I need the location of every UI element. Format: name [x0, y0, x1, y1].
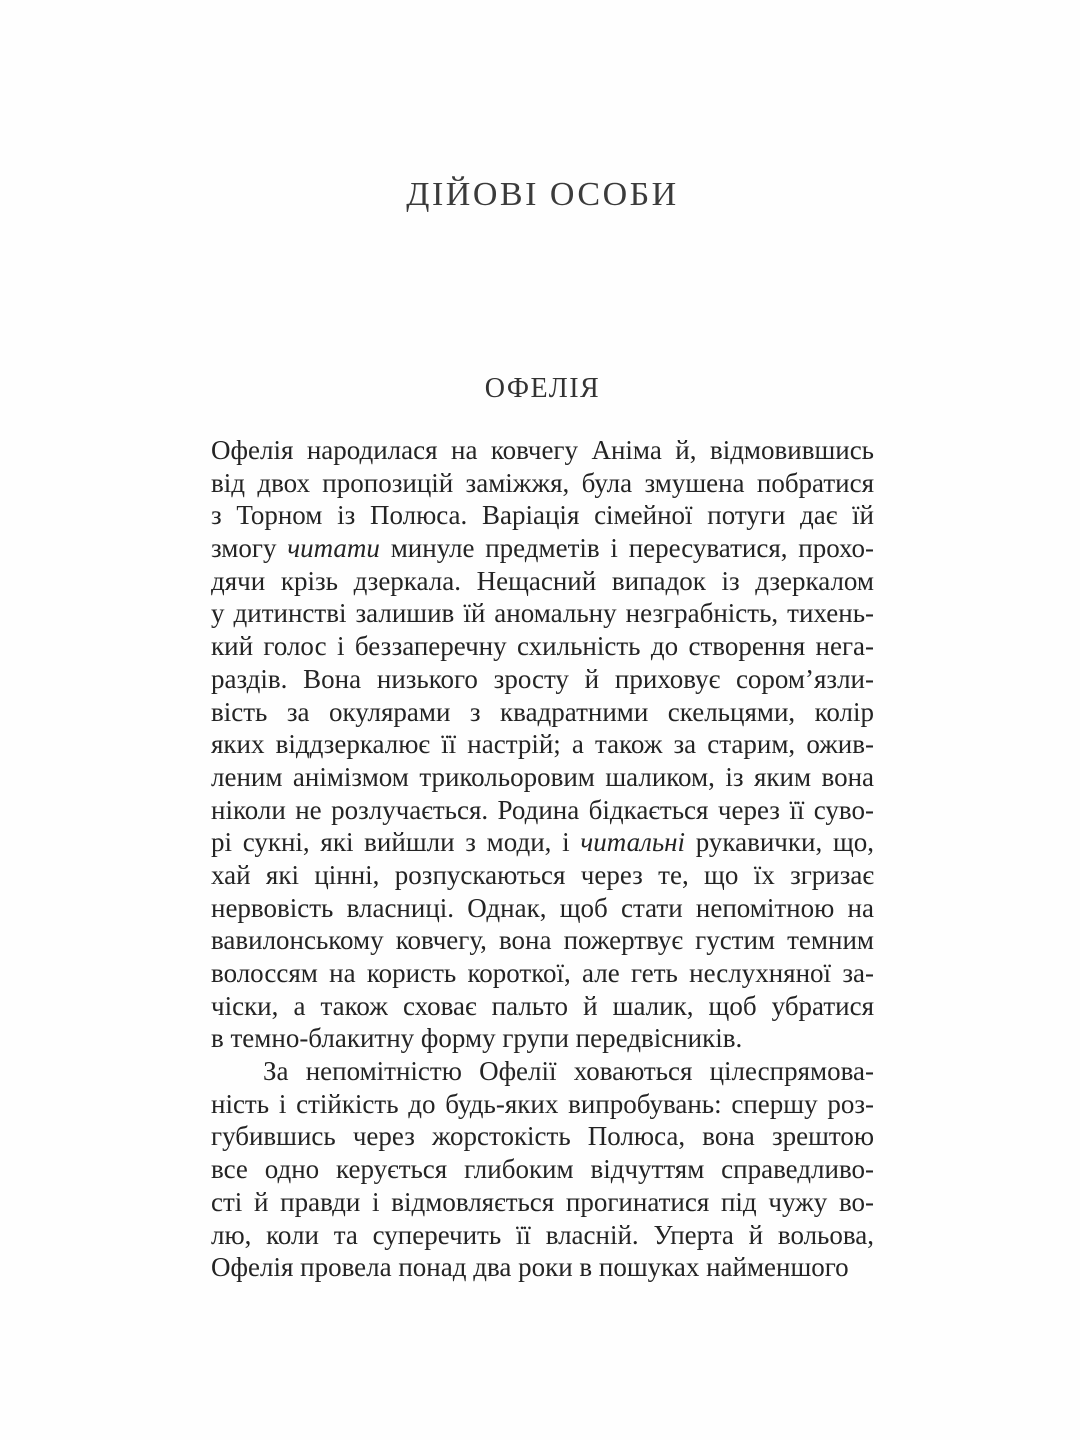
text-run: у дитинстві залишив їй аномальну незграбність, тихень-	[211, 598, 874, 629]
text-run: кий голос і беззаперечну схильність до створення нега-	[211, 631, 874, 662]
text-run: минуле предметів і пересуватися, прохо-	[379, 533, 874, 564]
text-run: волоссям на користь короткої, але геть неслухняної за-	[211, 958, 874, 988]
text-line	[211, 990, 874, 1023]
text-line	[211, 597, 874, 630]
text-run: в темно-блакитну форму групи передвісників.	[211, 1023, 743, 1054]
text-line	[211, 859, 874, 892]
text-line	[211, 1055, 874, 1088]
text-block	[211, 434, 874, 1284]
text-line	[211, 532, 874, 565]
text-run: Офелія народилася на ковчегу Аніма й, відмовившись	[211, 435, 874, 465]
text-run: дячи крізь дзеркала. Нещасний випадок із дзеркалом	[211, 565, 874, 596]
text-line	[211, 794, 874, 827]
text-run: нервовість власниці. Однак, щоб стати непомітною на	[211, 892, 874, 923]
text-line	[211, 957, 874, 990]
text-line	[211, 1022, 874, 1055]
italic-term: читальні	[580, 827, 686, 858]
text-run: сті й правди і відмовляється прогинатися під чужу во-	[211, 1186, 874, 1217]
text-line	[211, 565, 874, 598]
text-run: Офелія провела понад два роки в пошуках найменшого	[211, 1252, 849, 1283]
text-run: з Торном із Полюса. Варіація сімейної потуги дає їй	[211, 500, 874, 531]
text-line	[211, 892, 874, 925]
paragraph	[211, 434, 874, 1055]
text-line	[211, 924, 874, 957]
text-run: чіски, а також сховає пальто й шалик, щоб убратися	[211, 990, 874, 1021]
text-line	[211, 1088, 874, 1121]
text-line	[211, 696, 874, 729]
text-run: леним анімізмом трикольоровим шаликом, із яким вона	[211, 761, 874, 792]
text-run: ніколи не розлучається. Родина бідкається через її суво-	[211, 794, 874, 825]
text-line	[211, 728, 874, 761]
text-run: вість за окулярами з квадратними скельцями, колір	[211, 696, 874, 727]
text-run: від двох пропозицій заміжжя, була змушена побратися	[211, 467, 874, 498]
text-run: ність і стійкість до будь-яких випробувань: спершу роз-	[211, 1088, 874, 1119]
text-run: лю, коли та суперечить її власній. Уперта й вольова,	[211, 1219, 874, 1250]
text-run: все одно керується глибоким відчуттям справедливо-	[211, 1154, 874, 1185]
text-line	[211, 1251, 874, 1284]
text-run: яких віддзеркалює її настрій; а також за старим, ожив-	[211, 729, 874, 760]
text-line	[211, 1186, 874, 1219]
text-line	[211, 761, 874, 794]
text-run: раздів. Вона низького зросту й приховує сором’язли-	[211, 663, 874, 694]
text-run: губившись через жорстокість Полюса, вона зрештою	[211, 1121, 874, 1152]
text-run: За непомітністю Офелії ховаються цілеспрямова-	[263, 1056, 874, 1087]
text-run: змогу	[211, 533, 288, 564]
text-line	[211, 630, 874, 663]
paragraph	[211, 1055, 874, 1284]
text-run: рі сукні, які вийшли з моди, і	[211, 827, 581, 858]
text-line	[211, 826, 874, 859]
text-run: хай які цінні, розпускаються через те, що їх згризає	[211, 859, 874, 890]
chapter-title: ДІЙОВІ ОСОБИ	[406, 176, 679, 213]
text-line	[211, 499, 874, 532]
text-line	[211, 663, 874, 696]
text-line	[211, 467, 874, 500]
text-line	[211, 1153, 874, 1186]
text-line	[211, 1120, 874, 1153]
text-run: вавилонському ковчегу, вона пожертвує густим темним	[211, 925, 874, 956]
text-run: рукавички, що,	[685, 827, 874, 858]
text-line	[211, 1219, 874, 1252]
italic-term: читати	[287, 533, 380, 564]
section-title: ОФЕЛІЯ	[484, 373, 601, 404]
text-line	[211, 434, 874, 467]
